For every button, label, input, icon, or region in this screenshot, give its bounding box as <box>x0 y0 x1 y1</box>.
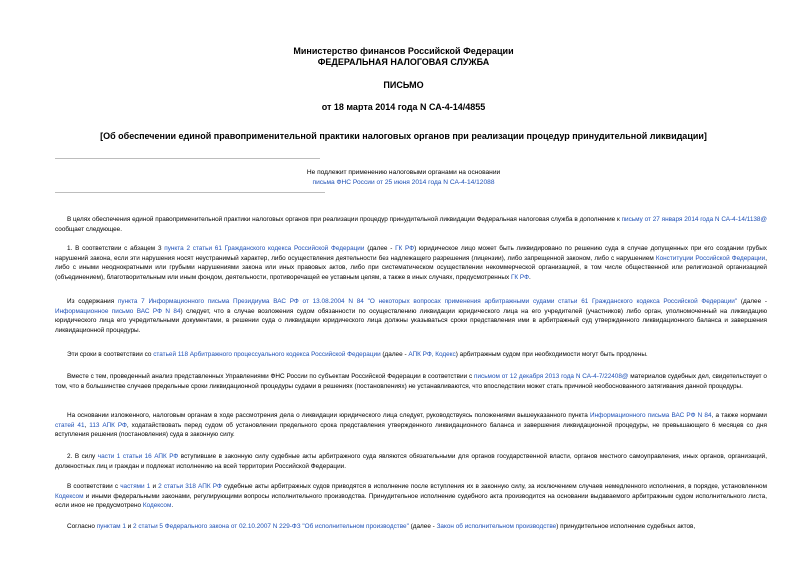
link-letter-2014-01-27[interactable]: письму от 27 января 2014 года N СА-4-14/1138@ <box>621 216 767 223</box>
link-civil-code-2[interactable]: ГК РФ <box>510 273 529 281</box>
paragraph-4: Вместе с тем, проведенный анализ представленных Управлениями ФНС России по субъектам Российской Федерации в соответствии с письмом от 12 декабря 2013 года N СА-4-7/22408@ материалов судебных дел, свидетельствует о том, что в большинстве случаев предельные сроки ликвидационной процедуры судами в решениях (постановлениях) не устанавливаются, что впоследствии может стать причиной необоснованного затягивания данной процедуры. <box>55 373 767 390</box>
paragraph-6: 2. В силу части 1 статьи 16 АПК РФ вступившие в законную силу судебные акты арбитражного суда являются обязательными для органов государственной власти, органов местного самоуправления, иных органов, организаций, должностных лиц и граждан и подлежат исполнению на всей территории Российской Федерации. <box>55 453 768 470</box>
link-fz229-art5[interactable]: 2 статьи 5 Федерального закона от 02.10.2007 N 229-ФЗ "Об исполнительном производстве" <box>133 523 409 530</box>
paragraph-2: Из содержания пункта 7 Информационного письма Президиума ВАС РФ от 13.08.2004 N 84 "О некоторых вопросах применения арбитражными судами статьи 61 Гражданского кодекса Российской Федерации" (далее - Информационное письмо ВАС РФ N 84) следует, что в случае возложения судом обязанности по осуществлению ликвидации юридического лица на его учредителей (участников) либо орган, уполномоченный на ликвидацию юридического лица его учредительными документами, в решении суда о ликвидации юридического лица должны указываться сроки представления ими в арбитражный суд утвержденного ликвидационного баланса и завершения ликвидационной процедуры. <box>55 298 767 334</box>
link-apk-art16[interactable]: части 1 статьи 16 АПК РФ <box>97 453 179 460</box>
paragraph-3: Эти сроки в соответствии со статьей 118 Арбитражного процессуального кодекса Российской Федерации (далее - АПК РФ, Кодекс) арбитражным судом при необходимости могут быть продлены. <box>67 351 648 358</box>
link-code-2[interactable]: Кодексом <box>142 502 172 510</box>
link-civil-code-art61[interactable]: пункта 2 статьи 61 Гражданского кодекса Российской Федерации <box>164 245 365 252</box>
ministry-title: Министерство финансов Российской Федерации <box>293 46 514 56</box>
link-constitution[interactable]: Конституции Российской Федерации <box>655 254 766 262</box>
paragraph-7: В соответствии с частями 1 и 2 статьи 318 АПК РФ судебные акты арбитражных судов приводятся в исполнение после вступления их в законную силу, за исключением случаев немедленного исполнения, в порядке, установленном Кодексом и иными федеральными законами, регулирующими вопросы исполнительного производства. Принудительное исполнение судебного акта производится на основании выдаваемого арбитражным судом исполнительного листа, если иное не предусмотрено Кодексом. <box>55 483 768 510</box>
document-subject: [Об обеспечении единой правоприменительной практики налоговых органов при реализации процедур принудительной ликвидации] <box>100 131 707 141</box>
link-enforcement-law[interactable]: Закон об исполнительном производстве <box>436 523 557 530</box>
applicability-note: Не подлежит применению налоговыми органами на основании <box>306 169 501 176</box>
link-fz229-p1[interactable]: пунктам 1 <box>96 523 126 530</box>
link-apk-art318-p2[interactable]: 2 статьи 318 АПК РФ <box>158 483 222 490</box>
link-apk-art118[interactable]: статьей 118 Арбитражного процессуального кодекса Российской Федерации <box>153 351 381 358</box>
link-vas-info-letter-84[interactable]: Информационное письмо ВАС РФ N 84 <box>55 307 181 315</box>
link-apk-art113[interactable]: 113 АПК РФ <box>89 421 127 429</box>
divider-top <box>55 158 320 159</box>
link-apk-art41[interactable]: статей 41 <box>55 421 85 429</box>
link-apk-art318-p1[interactable]: частями 1 <box>120 483 151 490</box>
link-letter-2013-12-12[interactable]: письмом от 12 декабря 2013 года N СА-4-7/22408@ <box>474 373 629 380</box>
paragraph-5: На основании изложенного, налоговым органам в ходе рассмотрения дела о ликвидации юридического лица следует, руководствуясь положениями вышеуказанного пункта Информационного письма ВАС РФ N 84, а также нормами статей 41, 113 АПК РФ, ходатайствовать перед судом об установлении предельного срока представления утвержденного ликвидационного баланса и завершения ликвидационной процедуры, не превышающего 6 месяцев со дня вступления решения (постановления) суда в законную силу. <box>55 412 767 439</box>
link-civil-code[interactable]: ГК РФ <box>395 245 415 252</box>
paragraph-8: Согласно пунктам 1 и 2 статьи 5 Федерального закона от 02.10.2007 N 229-ФЗ "Об исполнительном производстве" (далее - Закон об исполнительном производстве) принудительное исполнение судебных актов, <box>67 523 696 530</box>
link-vas-info-letter-84-2[interactable]: Информационного письма ВАС РФ N 84 <box>590 412 712 419</box>
applicability-note-link[interactable]: письма ФНС России от 25 июня 2014 года N СА-4-14/12088 <box>312 179 495 186</box>
service-title: ФЕДЕРАЛЬНАЯ НАЛОГОВАЯ СЛУЖБА <box>317 57 490 67</box>
document-type: ПИСЬМО <box>383 80 424 90</box>
paragraph-1: 1. В соответствии с абзацем 3 пункта 2 статьи 61 Гражданского кодекса Российской Федерации (далее - ГК РФ) юридическое лицо может быть ликвидировано по решению суда в случае допущенных при его создании грубых нарушений закона, если эти нарушения носят неустранимый характер, либо осуществления деятельности без надлежащего разрешения (лицензии), либо запрещенной законом, либо с нарушением Конституции Российской Федерации, либо с иными неоднократными или грубыми нарушениями закона или иных правовых актов, либо при систематическом осуществлении некоммерческой организацией, в том числе общественной или религиозной организацией (объединением), благотворительным или иным фондом, деятельности, противоречащей ее уставным целям, а также в иных случаях, предусмотренных ГК РФ. <box>55 245 767 281</box>
divider-bottom <box>55 192 325 193</box>
link-vas-info-letter-84-p7[interactable]: пункта 7 Информационного письма Президиума ВАС РФ от 13.08.2004 N 84 "О некоторых вопросах применения арбитражными судами статьи 61 Гражданского кодекса Российской Федерации" <box>117 298 738 305</box>
document-date-number: от 18 марта 2014 года N СА-4-14/4855 <box>321 102 486 112</box>
link-apk[interactable]: АПК РФ, Кодекс <box>408 351 456 358</box>
paragraph-intro: В целях обеспечения единой правоприменительной практики налоговых органов при реализации процедур принудительной ликвидации Федеральная налоговая служба в дополнение к письму от 27 января 2014 года N СА-4-14/1138@ сообщает следующее. <box>55 216 767 233</box>
link-code[interactable]: Кодексом <box>55 492 84 500</box>
